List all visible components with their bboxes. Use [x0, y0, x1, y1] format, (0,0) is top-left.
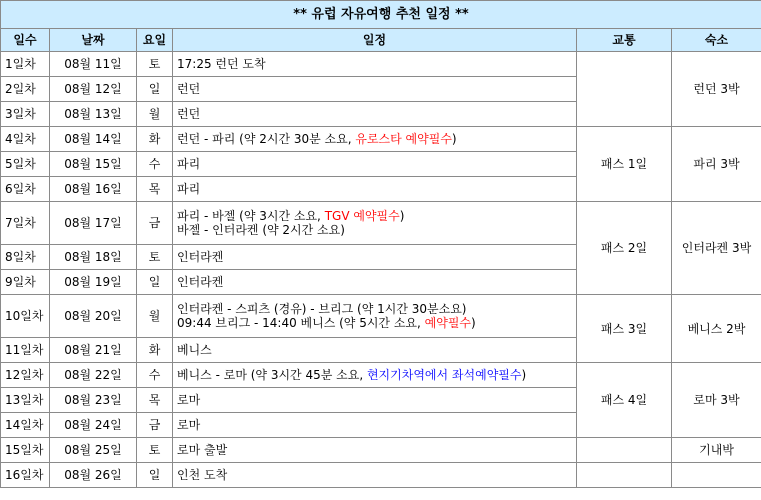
lodging-cell: 런던 3박 [672, 52, 761, 127]
weekday-cell: 토 [137, 438, 173, 463]
plan-line [177, 209, 572, 223]
plan-line [177, 468, 572, 482]
table-row [1, 127, 761, 152]
lodging-cell: 기내박 [672, 438, 761, 463]
plan-text: ) [451, 132, 457, 146]
transport-cell: 패스 4일 [577, 363, 672, 438]
weekday-cell: 월 [137, 295, 173, 338]
weekday-cell: 목 [137, 177, 173, 202]
plan-cell [173, 202, 577, 245]
date-cell: 08월 18일 [50, 245, 137, 270]
day-cell: 1일차 [1, 52, 50, 77]
plan-line [177, 107, 572, 121]
date-cell: 08월 24일 [50, 413, 137, 438]
reservation-note: 현지기차역에서 좌석예약필수 [366, 368, 522, 382]
day-cell: 14일차 [1, 413, 50, 438]
table-row [1, 52, 761, 77]
transport-cell [577, 52, 672, 127]
plan-text: 인터라켄 [177, 250, 224, 264]
day-cell: 8일차 [1, 245, 50, 270]
plan-cell [173, 245, 577, 270]
plan-line [177, 82, 572, 96]
plan-text: 인천 도착 [177, 468, 228, 482]
plan-text: 17:25 런던 도착 [177, 57, 266, 71]
plan-line [177, 182, 572, 196]
transport-cell: 패스 2일 [577, 202, 672, 295]
weekday-cell: 수 [137, 152, 173, 177]
plan-text: 09:44 브리그 - 14:40 베니스 (약 5시간 소요, [177, 316, 425, 330]
header-plan: 일정 [173, 29, 577, 52]
date-cell: 08월 14일 [50, 127, 137, 152]
date-cell: 08월 21일 [50, 338, 137, 363]
table-title: ** 유럽 자유여행 추천 일정 ** [1, 1, 761, 29]
date-cell: 08월 19일 [50, 270, 137, 295]
table-row [1, 463, 761, 488]
plan-line [177, 368, 572, 382]
weekday-cell: 화 [137, 127, 173, 152]
plan-cell [173, 77, 577, 102]
plan-text: 로마 출발 [177, 443, 228, 457]
table-row [1, 438, 761, 463]
plan-cell [173, 413, 577, 438]
plan-line [177, 275, 572, 289]
header-lodging: 숙소 [672, 29, 761, 52]
transport-cell: 패스 3일 [577, 295, 672, 363]
plan-cell [173, 363, 577, 388]
date-cell: 08월 11일 [50, 52, 137, 77]
plan-text: 런던 [177, 82, 201, 96]
plan-text: 로마 [177, 418, 201, 432]
day-cell: 9일차 [1, 270, 50, 295]
plan-text: ) [399, 209, 405, 223]
reservation-warning: TGV 예약필수 [324, 209, 400, 223]
plan-cell [173, 102, 577, 127]
day-cell: 3일차 [1, 102, 50, 127]
transport-cell [577, 438, 672, 463]
date-cell: 08월 26일 [50, 463, 137, 488]
date-cell: 08월 15일 [50, 152, 137, 177]
header-day: 일수 [1, 29, 50, 52]
plan-text: 인터라켄 [177, 275, 224, 289]
plan-line [177, 132, 572, 146]
plan-text: ) [471, 316, 476, 330]
weekday-cell: 일 [137, 77, 173, 102]
plan-text: 런던 - 파리 (약 2시간 30분 소요, [177, 132, 356, 146]
plan-cell [173, 463, 577, 488]
date-cell: 08월 13일 [50, 102, 137, 127]
day-cell: 6일차 [1, 177, 50, 202]
itinerary-body [1, 52, 761, 488]
transport-cell: 패스 1일 [577, 127, 672, 202]
plan-line [177, 443, 572, 457]
plan-cell [173, 177, 577, 202]
day-cell: 10일차 [1, 295, 50, 338]
plan-line [177, 157, 572, 171]
plan-cell [173, 152, 577, 177]
date-cell: 08월 16일 [50, 177, 137, 202]
plan-line [177, 57, 572, 71]
day-cell: 13일차 [1, 388, 50, 413]
plan-cell [173, 127, 577, 152]
date-cell: 08월 22일 [50, 363, 137, 388]
header-row [1, 29, 761, 52]
plan-cell [173, 295, 577, 338]
header-date: 날짜 [50, 29, 137, 52]
weekday-cell: 월 [137, 102, 173, 127]
plan-text: 인터라켄 - 스피츠 (경유) - 브리그 (약 1시간 30분소요) [177, 302, 467, 316]
day-cell: 7일차 [1, 202, 50, 245]
reservation-warning: 유로스타 예약필수 [355, 132, 452, 146]
plan-line [177, 223, 572, 237]
plan-line [177, 250, 572, 264]
lodging-cell: 베니스 2박 [672, 295, 761, 363]
table-row [1, 363, 761, 388]
lodging-cell: 파리 3박 [672, 127, 761, 202]
plan-line [177, 343, 572, 357]
weekday-cell: 일 [137, 270, 173, 295]
weekday-cell: 금 [137, 202, 173, 245]
transport-cell [577, 463, 672, 488]
date-cell: 08월 25일 [50, 438, 137, 463]
date-cell: 08월 17일 [50, 202, 137, 245]
day-cell: 12일차 [1, 363, 50, 388]
weekday-cell: 토 [137, 245, 173, 270]
lodging-cell: 로마 3박 [672, 363, 761, 438]
table-row [1, 295, 761, 338]
plan-line [177, 393, 572, 407]
weekday-cell: 토 [137, 52, 173, 77]
weekday-cell: 일 [137, 463, 173, 488]
plan-cell [173, 388, 577, 413]
plan-line [177, 302, 572, 316]
date-cell: 08월 23일 [50, 388, 137, 413]
header-transport: 교통 [577, 29, 672, 52]
date-cell: 08월 12일 [50, 77, 137, 102]
plan-text: ) [521, 368, 527, 382]
day-cell: 4일차 [1, 127, 50, 152]
plan-cell [173, 338, 577, 363]
plan-cell [173, 438, 577, 463]
lodging-cell: 인터라켄 3박 [672, 202, 761, 295]
plan-cell [173, 52, 577, 77]
plan-text: 베니스 - 로마 (약 3시간 45분 소요, [177, 368, 367, 382]
lodging-cell [672, 463, 761, 488]
day-cell: 2일차 [1, 77, 50, 102]
day-cell: 11일차 [1, 338, 50, 363]
plan-text: 베니스 [177, 343, 212, 357]
plan-text: 파리 [177, 157, 201, 171]
plan-cell [173, 270, 577, 295]
table-row [1, 202, 761, 245]
weekday-cell: 화 [137, 338, 173, 363]
reservation-warning: 예약필수 [424, 316, 472, 330]
plan-text: 런던 [177, 107, 201, 121]
plan-line [177, 418, 572, 432]
header-weekday: 요일 [137, 29, 173, 52]
weekday-cell: 목 [137, 388, 173, 413]
weekday-cell: 수 [137, 363, 173, 388]
plan-text: 로마 [177, 393, 201, 407]
plan-text: 바젤 - 인터라켄 (약 2시간 소요) [177, 223, 345, 237]
plan-text: 파리 - 바젤 (약 3시간 소요, [177, 209, 325, 223]
day-cell: 5일차 [1, 152, 50, 177]
date-cell: 08월 20일 [50, 295, 137, 338]
plan-line [177, 316, 572, 330]
day-cell: 15일차 [1, 438, 50, 463]
day-cell: 16일차 [1, 463, 50, 488]
plan-text: 파리 [177, 182, 201, 196]
weekday-cell: 금 [137, 413, 173, 438]
